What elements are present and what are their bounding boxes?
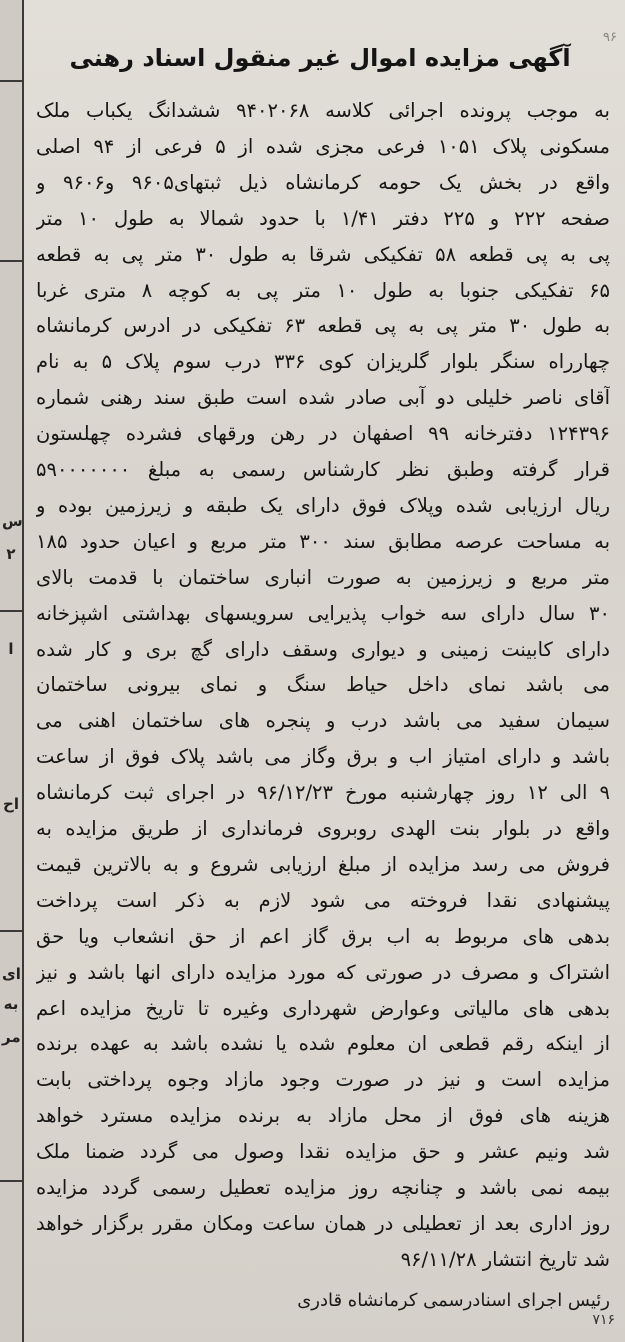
- page-number: ۷۱۶: [592, 1312, 615, 1328]
- notice-line: پی به پی قطعه ۵۸ تفکیکی شرقا به طول ۳۰ متر پی به قطعه: [36, 242, 610, 266]
- notice-line: ریال ارزیابی شده وپلاک فوق دارای یک طبقه و زیرزمین بوده و: [36, 493, 610, 517]
- notice-line: هزینه های فوق از محل مازاد به برنده مزایده مسترد خواهد: [36, 1104, 610, 1128]
- fragment-char: ۲: [6, 545, 16, 563]
- adjacent-column-fragment: [0, 0, 24, 1342]
- notice-line: مسکونی پلاک ۱۰۵۱ فرعی مجزی شده از ۵ فرعی از ۹۴ اصلی: [36, 134, 610, 158]
- fragment-char: س: [2, 512, 23, 530]
- notice-line: دارای کابینت زمینی و دیواری وسقف دارای گچ بری و کار شده: [36, 637, 610, 661]
- notice-line: آقای ناصر خلیلی دو آبی صادر شده است طبق سند رهنی شماره: [36, 386, 610, 410]
- column-rule: [0, 260, 22, 262]
- notice-line: باشد و دارای امتیاز اب و برق وگاز می باشد پلاک فوق از ساعت: [36, 745, 610, 769]
- column-rule: [0, 1180, 22, 1182]
- fragment-char: ا: [8, 640, 14, 658]
- signature-line: رئیس اجرای اسنادرسمی کرمانشاه قادری: [297, 1290, 610, 1311]
- notice-line: بدهی های مالیاتی وعوارض شهرداری وغیره تا تاریخ مزایده اعم: [36, 996, 610, 1020]
- notice-line: ۳۰ سال دارای سه خواب پذیرایی سرویسهای بهداشتی اشپزخانه: [36, 601, 610, 625]
- notice-line: فروش می رسد مزایده از مبلغ ارزیابی شروع و به بالاترین قیمت: [36, 852, 610, 876]
- notice-line: اشتراک و مصرف در صورتی که مورد مزایده دارای انها باشد و نیز: [36, 960, 610, 984]
- notice-line: مزایده است و نیز در صورت وجود مازاد وجوه پرداختی بابت: [36, 1068, 610, 1092]
- notice-line: واقع در بخش یک حومه کرمانشاه ذیل ثبتهای۹۶۰۵ و۹۶۰۶ و: [36, 170, 610, 194]
- notice-line: سیمان سفید می باشد درب و پنجره های ساختمان اهنی می: [36, 709, 610, 733]
- notice-line: بدهی های مربوط به اب برق گاز اعم از حق انشعاب ویا حق: [36, 924, 610, 948]
- notice-line: از اینکه رقم قطعی ان معلوم شده یا نشده باشد به عهده برنده: [36, 1032, 610, 1056]
- notice-line: شد تاریخ انتشار ۹۶/۱۱/۲۸: [400, 1247, 610, 1271]
- notice-line: چهارراه سنگر بلوار گلریزان کوی ۳۳۶ درب سوم پلاک ۵ به نام: [36, 350, 610, 374]
- notice-line: ۹ الی ۱۲ روز چهارشنبه مورخ ۹۶/۱۲/۲۳ در اجرای ثبت کرمانشاه: [36, 781, 610, 805]
- fragment-char: ای: [2, 965, 21, 983]
- notice-line: پیشنهادی نقدا فروخته می شود لازم به ذکر است پرداخت: [36, 888, 610, 912]
- column-rule: [0, 80, 22, 82]
- column-rule: [0, 610, 22, 612]
- notice-line: می باشد نمای داخل حیاط سنگ و نمای بیرونی ساختمان: [36, 673, 610, 697]
- notice-line: به موجب پرونده اجرائی کلاسه ۹۴۰۲۰۶۸ ششدانگ یکباب ملک: [36, 99, 610, 122]
- fragment-char: اح: [3, 795, 19, 813]
- notice-line: صفحه ۲۲۲ و ۲۲۵ دفتر ۱/۴۱ با حدود شمالا به طول ۱۰ متر: [36, 206, 610, 230]
- notice-line: قرار گرفته وطبق نظر کارشناس رسمی به مبلغ ۵۹۰۰۰۰۰۰۰: [36, 458, 610, 481]
- top-corner-fragment: ۹۶: [603, 30, 617, 45]
- column-rule: [0, 930, 22, 932]
- notice-line: ۶۵ تفکیکی جنوبا به طول ۱۰ متر پی به کوچه ۸ متری غربا: [36, 278, 610, 302]
- notice-line: واقع در بلوار بنت الهدی روبروی فرمانداری از طریق مزایده به: [36, 817, 610, 840]
- notice-title: آگهی مزایده اموال غیر منقول اسناد رهنی: [69, 44, 571, 72]
- notice-line: به مساحت عرصه مطابق سند ۳۰۰ متر مربع و اعیان حدود ۱۸۵: [36, 529, 610, 553]
- notice-line: شد ونیم عشر و حق مزایده نقدا وصول می گردد ضمنا ملک: [36, 1140, 610, 1164]
- notice-line: روز اداری بعد از تعطیلی در همان ساعت ومکان مقرر برگزار خواهد: [36, 1211, 610, 1235]
- notice-line: ۱۲۴۳۹۶ دفترخانه ۹۹ اصفهان در رهن ورقهای فشرده چهلستون: [36, 422, 610, 446]
- fragment-char: به: [3, 995, 19, 1013]
- notice-line: بیمه نمی باشد و چنانچه روز مزایده تعطیل رسمی گردد مزایده: [36, 1176, 610, 1199]
- notice-line: به طول ۳۰ متر پی به پی قطعه ۶۳ تفکیکی در ادرس کرمانشاه: [36, 314, 610, 338]
- fragment-char: مر: [2, 1028, 21, 1046]
- notice-line: متر مربع و زیرزمین به صورت انباری ساختمان با قدمت بالای: [36, 565, 610, 589]
